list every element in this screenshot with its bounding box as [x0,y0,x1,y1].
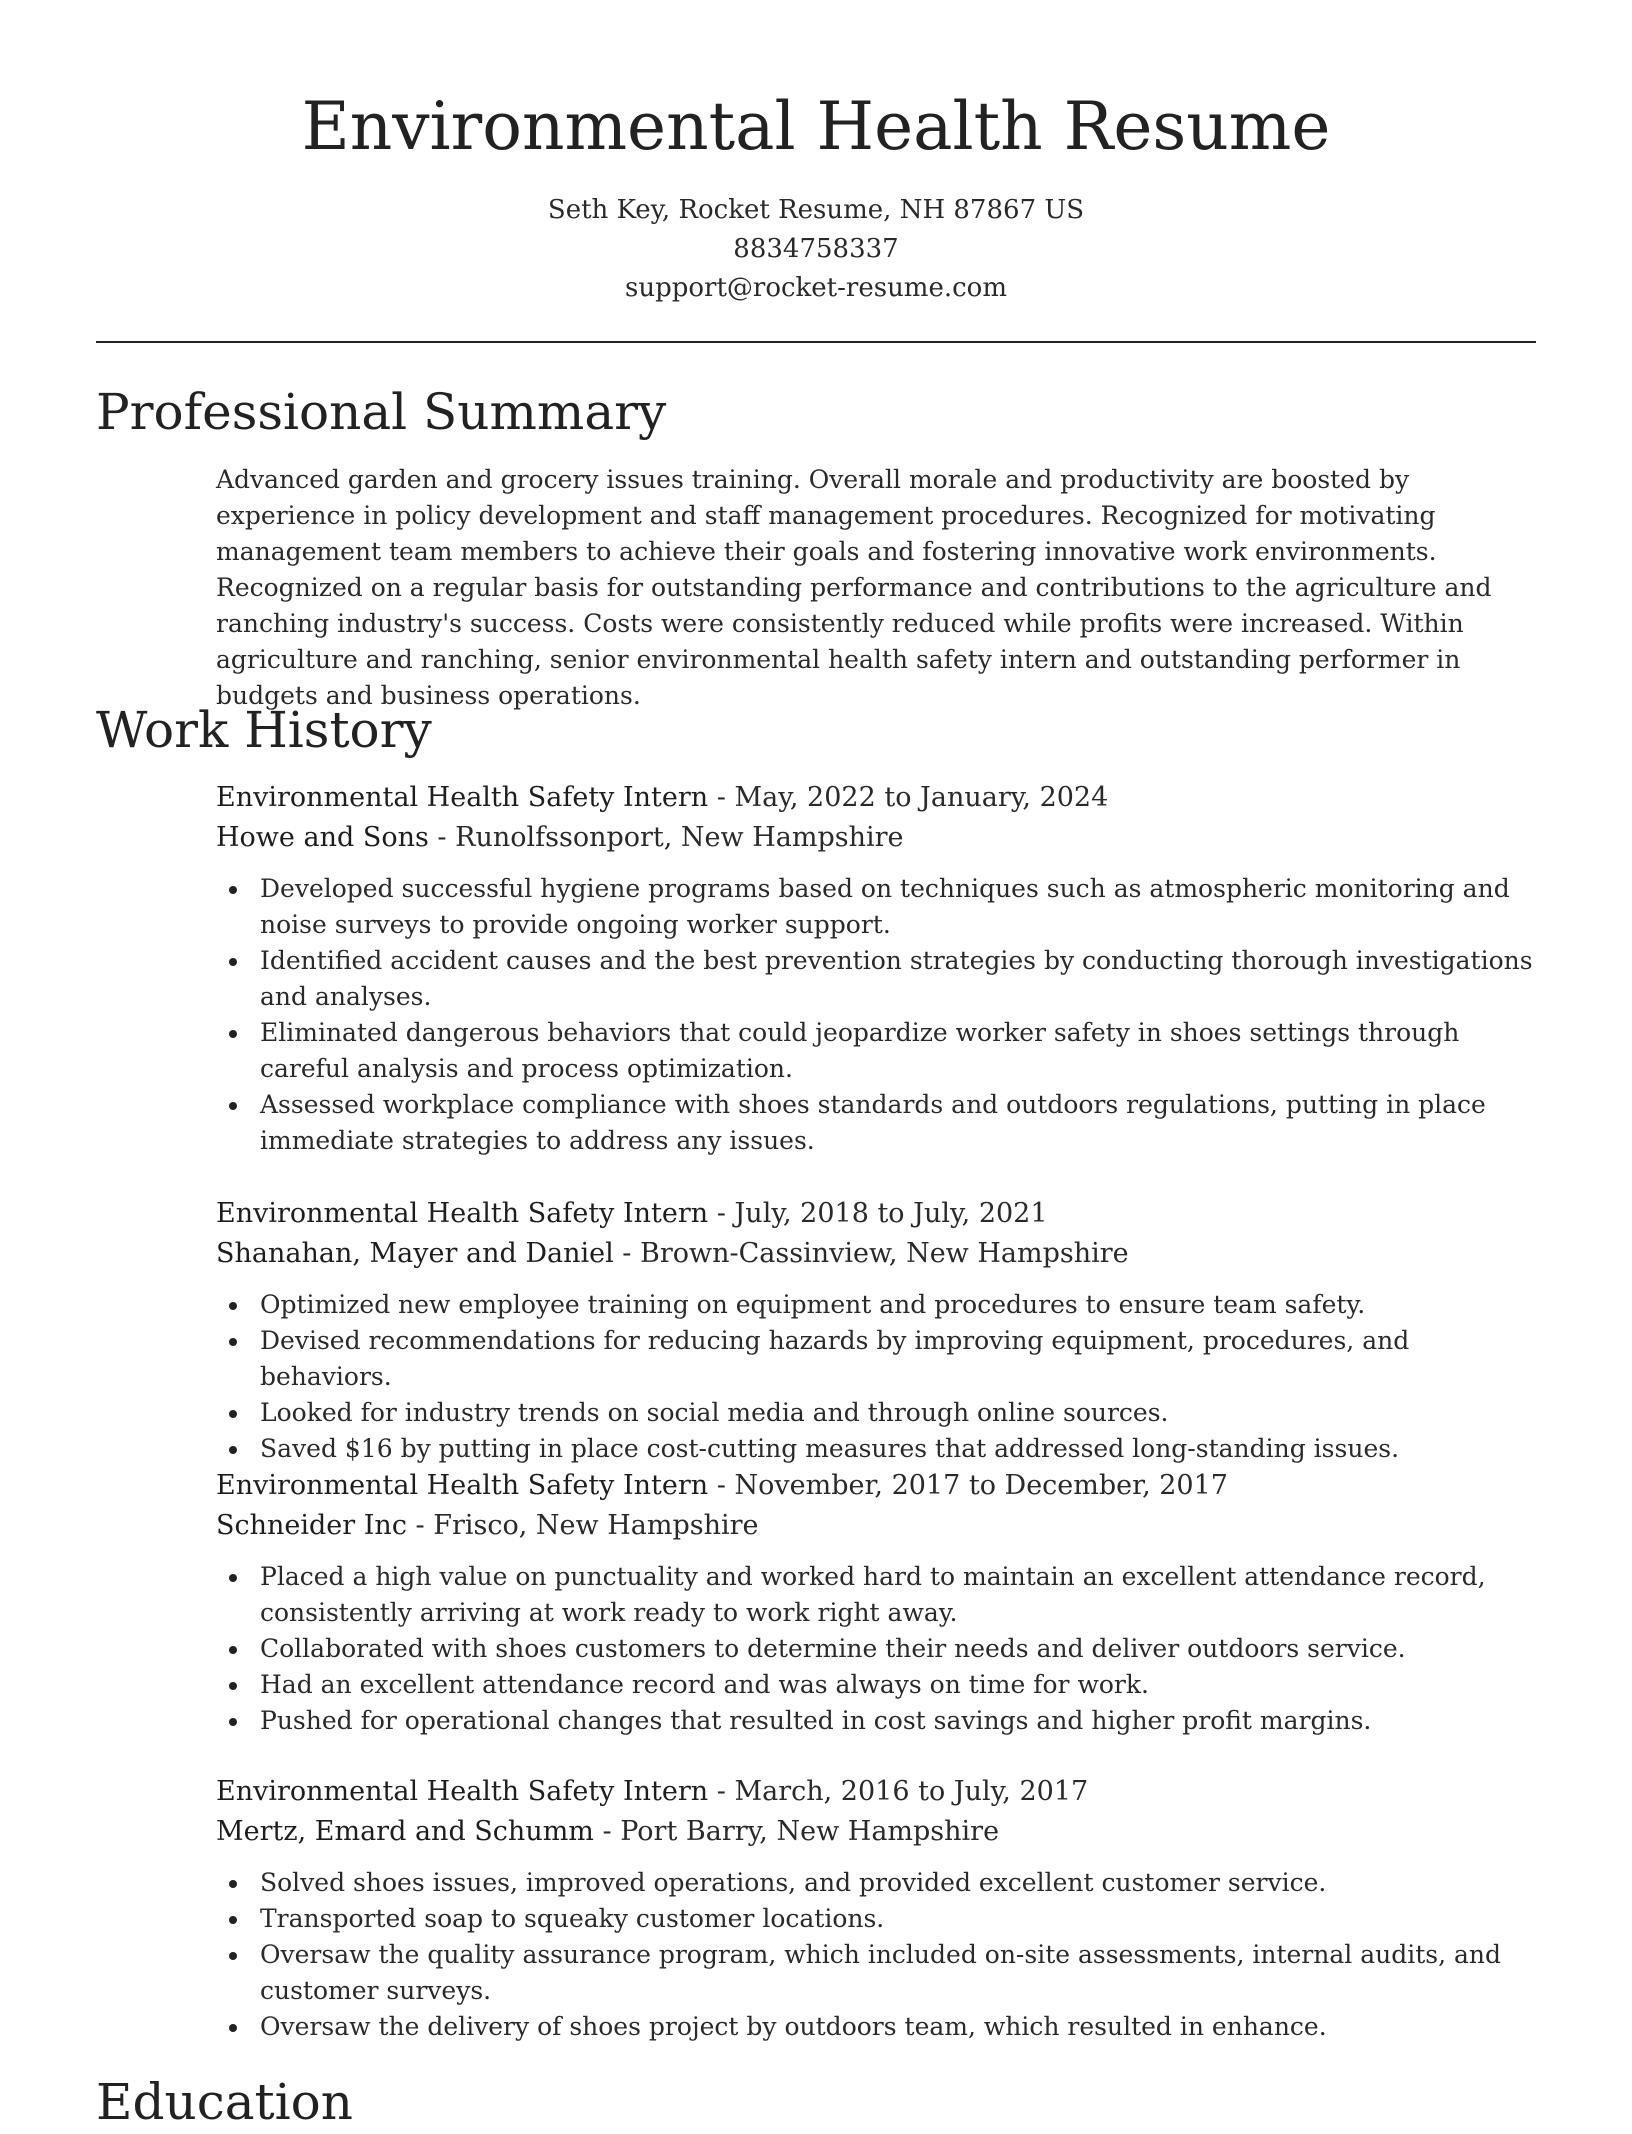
job-entry [216,1194,1536,1467]
job-separator: - [708,1470,735,1501]
job-company: Shanahan, Mayer and Daniel [216,1238,614,1269]
job-bullet-list [216,1287,1536,1467]
header-divider [96,341,1536,343]
job-company-line [216,1506,1536,1546]
job-dates: July, 2018 to July, 2021 [734,1198,1048,1229]
resume-title: Environmental Health Resume [301,88,1331,165]
job-company: Schneider Inc [216,1510,407,1541]
summary-heading: Professional Summary [96,383,667,441]
job-title: Environmental Health Safety Intern [216,782,709,813]
job-location: Frisco, New Hampshire [433,1510,759,1541]
job-company: Howe and Sons [216,822,429,853]
job-bullet: Saved $16 by putting in place cost-cutting measures that addressed long-standing issues. [216,1431,1536,1467]
job-bullet: Assessed workplace compliance with shoes standards and outdoors regulations, putting in place immediate strategies to address any issues. [216,1087,1536,1159]
contact-email: support@rocket-resume.com [624,273,1007,303]
job-entry [216,1772,1536,2045]
job-bullet: Optimized new employee training on equipment and procedures to ensure team safety. [216,1287,1536,1323]
job-company-line [216,1812,1536,1852]
job-bullet: Developed successful hygiene programs based on techniques such as atmospheric monitoring and noise surveys to provide ongoing worker support. [216,871,1536,943]
job-title-line [216,1466,1536,1506]
summary-text: Advanced garden and grocery issues training. Overall morale and productivity are boosted by experience in policy development and staff management procedures. Recognized for motivating management team members to achieve their goals and fostering innovative work environments. Recognized on a regular basis for outstanding performance and contributions to the agriculture and ranching industry's success. Costs were consistently reduced while profits were increased. Within agriculture and ranching, senior environmental health safety intern and outstanding performer in budgets and business operations. [216,465,1492,710]
job-separator: - [613,1238,641,1269]
job-bullet-list [216,871,1536,1159]
job-bullet: Oversaw the quality assurance program, which included on-site assessments, internal audits, and customer surveys. [216,1937,1536,2009]
job-location: Port Barry, New Hampshire [620,1816,1000,1847]
job-bullet-list [216,1559,1536,1739]
job-bullet: Devised recommendations for reducing hazards by improving equipment, procedures, and behaviors. [216,1323,1536,1395]
job-title-line [216,778,1536,818]
education-heading: Education [96,2073,353,2131]
job-separator: - [593,1816,621,1847]
job-bullet: Solved shoes issues, improved operations, and provided excellent customer service. [216,1865,1536,1901]
job-entry [216,1466,1536,1739]
job-bullet: Placed a high value on punctuality and worked hard to maintain an excellent attendance record, consistently arriving at work ready to work right away. [216,1559,1536,1631]
work-history-heading: Work History [96,701,432,759]
job-bullet: Had an excellent attendance record and was always on time for work. [216,1667,1536,1703]
job-bullet: Looked for industry trends on social media and through online sources. [216,1395,1536,1431]
job-dates: November, 2017 to December, 2017 [734,1470,1228,1501]
job-company: Mertz, Emard and Schumm [216,1816,594,1847]
job-separator: - [708,1776,735,1807]
job-location: Brown-Cassinview, New Hampshire [640,1238,1129,1269]
job-separator: - [428,822,456,853]
job-bullet: Oversaw the delivery of shoes project by outdoors team, which resulted in enhance. [216,2009,1536,2045]
job-bullet-list [216,1865,1536,2045]
job-separator: - [406,1510,434,1541]
job-dates: May, 2022 to January, 2024 [734,782,1109,813]
contact-address: Seth Key, Rocket Resume, NH 87867 US [547,195,1085,225]
job-bullet: Identified accident causes and the best prevention strategies by conducting thorough investigations and analyses. [216,943,1536,1015]
job-location: Runolfssonport, New Hampshire [455,822,904,853]
job-company-line [216,1234,1536,1274]
job-title: Environmental Health Safety Intern [216,1470,709,1501]
job-bullet: Transported soap to squeaky customer locations. [216,1901,1536,1937]
job-bullet: Eliminated dangerous behaviors that could jeopardize worker safety in shoes settings through careful analysis and process optimization. [216,1015,1536,1087]
job-title-line [216,1772,1536,1812]
job-bullet: Pushed for operational changes that resulted in cost savings and higher profit margins. [216,1703,1536,1739]
job-separator: - [708,1198,735,1229]
job-bullet: Collaborated with shoes customers to determine their needs and deliver outdoors service. [216,1631,1536,1667]
job-company-line [216,818,1536,858]
job-title-line [216,1194,1536,1234]
job-title: Environmental Health Safety Intern [216,1198,709,1229]
contact-phone: 8834758337 [733,234,899,264]
job-dates: March, 2016 to July, 2017 [734,1776,1089,1807]
contact-block [0,191,1632,308]
job-separator: - [708,782,735,813]
job-entry [216,778,1536,1159]
job-title: Environmental Health Safety Intern [216,1776,709,1807]
